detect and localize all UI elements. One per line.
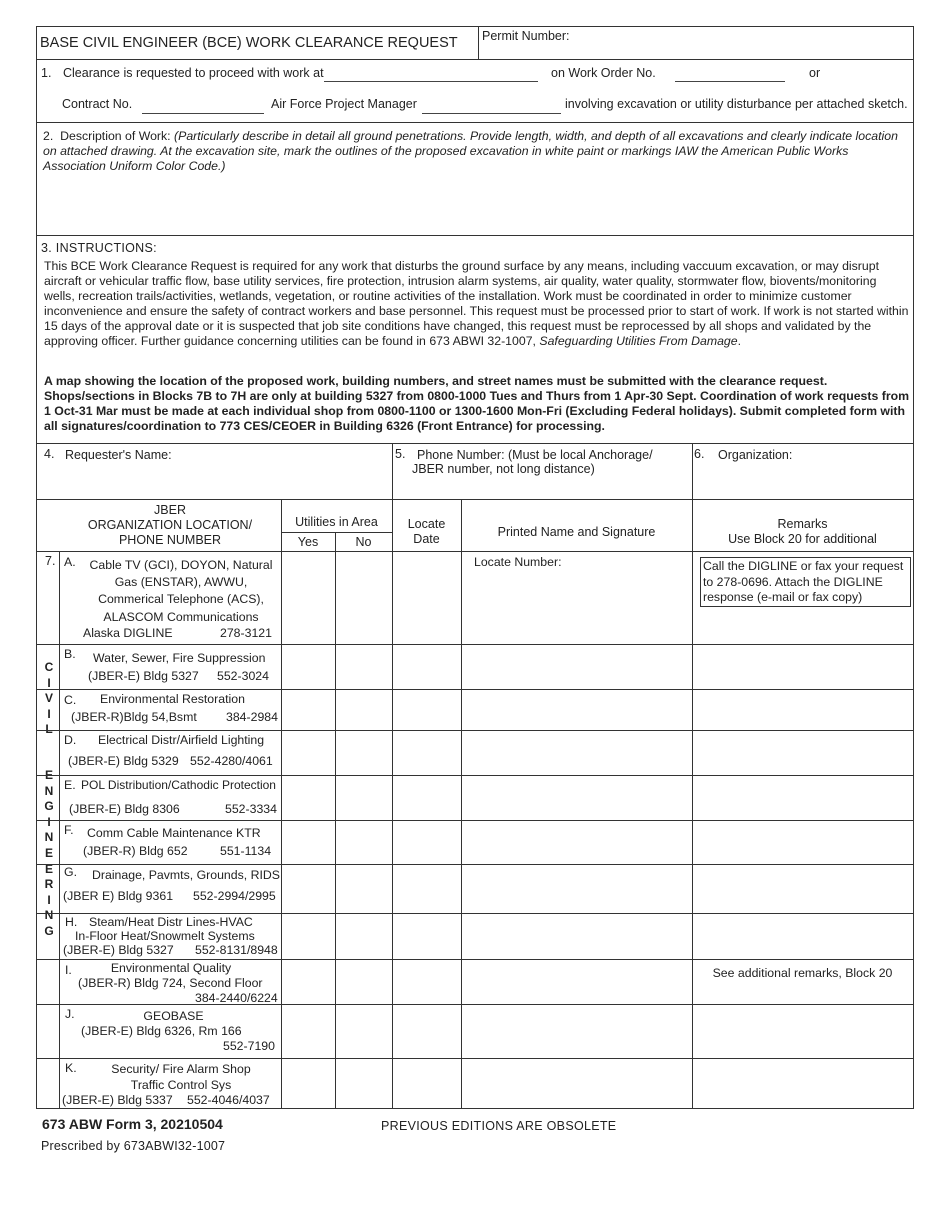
row-h-location: (JBER-E) Bldg 5327: [63, 943, 174, 957]
row-d-location: (JBER-E) Bldg 5329: [68, 754, 179, 768]
row-g-letter: G.: [64, 865, 77, 879]
printed-name-header: Printed Name and Signature: [497, 525, 656, 539]
row-j-phone: 552-7190: [223, 1039, 275, 1053]
row-b-phone: 552-3024: [217, 669, 269, 683]
or-label: or: [809, 66, 821, 80]
row-f-location: (JBER-R) Bldg 652: [83, 844, 188, 858]
form-title: BASE CIVIL ENGINEER (BCE) WORK CLEARANCE REQUEST: [40, 35, 458, 51]
block7-number: 7.: [45, 554, 56, 568]
row-a-phone: 278-3121: [220, 626, 272, 640]
digline-remark: Call the DIGLINE or fax your request to 278-0696. Attach the DIGLINE response (e-mail or fax copy): [700, 557, 911, 607]
row-i-remark: See additional remarks, Block 20: [712, 966, 893, 980]
locate-date-header: Locate Date: [407, 517, 446, 546]
engineering-side-label: E N G I N E E R I N G: [44, 768, 54, 938]
instructions-text: This BCE Work Clearance Request is required for any work that disturbs the ground surface by any means, including vaccuum excavation, or may disrupt aircraft or vehicular traffic flow, base utility services, fire protection, intrusion alarm systems, air quality, water quality, stormwater flow, biovents/monitoring wells, recreation trails/activities, wetlands, vegetation, or routine activities of the installation. Work must be coordinated in order to minimize customer inconvenience and ensure the safety of contract workers and base personnel. This request must be processed prior to start of work. If work is not started within 15 days of the approval date or it is suspected that job site conditions have changed, this request must be reprocessed by all shops and validated by the approving officer. Further guidance concerning utilities can be found in 673 ABWI 32-1007, Safeguarding Utilities From Damage.: [44, 259, 909, 348]
work-order-label: on Work Order No.: [551, 66, 656, 80]
row-c-letter: C.: [64, 693, 77, 707]
contract-field[interactable]: [142, 113, 264, 114]
description-of-work: 2. Description of Work: (Particularly describe in detail all ground penetrations. Provide length, width, and depth of all excavations and clearly indicate location on attached drawing. At the excavation site, mark the outlines of the proposed excavation in white paint or markings IAW the American Public Works Association Uniform Color Code.): [43, 129, 898, 173]
row-g-location: (JBER E) Bldg 9361: [63, 889, 174, 903]
row-b-name: Water, Sewer, Fire Suppression: [93, 651, 266, 665]
utilities-header: Utilities in Area: [295, 515, 378, 529]
clearance-label: Clearance is requested to proceed with work at: [63, 66, 324, 80]
org-header: JBER ORGANIZATION LOCATION/ PHONE NUMBER: [87, 503, 253, 547]
row-k-letter: K.: [65, 1061, 77, 1075]
contract-label: Contract No.: [62, 97, 133, 111]
civil-side-label: C I V I L: [44, 660, 54, 737]
project-manager-field[interactable]: [422, 113, 561, 114]
row-i-letter: I.: [65, 963, 72, 977]
row-i-phone: 384-2440/6224: [195, 991, 278, 1005]
row-a-letter: A.: [64, 555, 76, 569]
row-a-location: Alaska DIGLINE: [83, 626, 173, 640]
requester-name-field[interactable]: [65, 467, 385, 497]
project-manager-label: Air Force Project Manager: [271, 97, 417, 111]
involving-label: involving excavation or utility disturbance per attached sketch.: [565, 97, 908, 111]
row-f-name: Comm Cable Maintenance KTR: [87, 826, 261, 840]
row-h-letter: H.: [65, 915, 78, 929]
row-g-name: Drainage, Pavmts, Grounds, RIDS: [92, 868, 280, 882]
row-b-letter: B.: [64, 647, 76, 661]
organization-field[interactable]: [718, 467, 903, 497]
row-e-location: (JBER-E) Bldg 8306: [69, 802, 180, 816]
requester-name-label: Requester's Name:: [65, 448, 172, 462]
block4-number: 4.: [44, 447, 55, 461]
remarks-header: Remarks Use Block 20 for additional: [728, 517, 877, 546]
clearance-form: [36, 26, 914, 1109]
row-b-location: (JBER-E) Bldg 5327: [88, 669, 199, 683]
row-f-letter: F.: [64, 823, 74, 837]
instructions-bold-text: A map showing the location of the proposed work, building numbers, and street names must be submitted with the clearance request. Shops/sections in Blocks 7B to 7H are only at building 5327 from 0800-1000 Tues and Thurs from 1 Apr-30 Sept. Coordination of work requests from 1 Oct-31 Mar must be made at each individual shop from 0800-1100 or 1300-1600 Mon-Fri (Excluding Federal holidays). Submit completed form with all signatures/coordination to 773 CES/CEOER in Building 6326 (Front Entrance) for processing.: [44, 374, 910, 433]
block5-number: 5.: [395, 447, 406, 461]
row-i-name: Environmental Quality: [110, 961, 232, 975]
row-e-phone: 552-3334: [225, 802, 277, 816]
block1-number: 1.: [41, 66, 52, 80]
no-header: No: [355, 535, 372, 549]
row-k-phone: 552-4046/4037: [187, 1093, 270, 1107]
row-h-name2: In-Floor Heat/Snowmelt Systems: [75, 929, 255, 943]
row-e-name: POL Distribution/Cathodic Protection: [81, 778, 276, 792]
work-at-field[interactable]: [324, 81, 538, 82]
row-f-phone: 551-1134: [220, 844, 272, 858]
row-c-name: Environmental Restoration: [100, 692, 245, 706]
row-e-letter: E.: [64, 778, 76, 792]
obsolete-notice: PREVIOUS EDITIONS ARE OBSOLETE: [381, 1119, 617, 1133]
phone-label-line2: JBER number, not long distance): [412, 462, 595, 476]
work-order-field[interactable]: [675, 81, 785, 82]
row-k-location: (JBER-E) Bldg 5337: [62, 1093, 173, 1107]
row-j-name: GEOBASE: [143, 1009, 204, 1023]
permit-number-label: Permit Number:: [482, 29, 570, 43]
phone-label-line1: Phone Number: (Must be local Anchorage/: [417, 448, 653, 462]
row-d-phone: 552-4280/4061: [190, 754, 273, 768]
organization-label: Organization:: [718, 448, 793, 462]
row-d-letter: D.: [64, 733, 77, 747]
permit-number-field[interactable]: [597, 29, 907, 55]
row-d-name: Electrical Distr/Airfield Lighting: [98, 733, 265, 747]
row-j-location: (JBER-E) Bldg 6326, Rm 166: [81, 1024, 242, 1038]
row-c-phone: 384-2984: [226, 710, 278, 724]
row-g-phone: 552-2994/2995: [193, 889, 276, 903]
prescribed-by: Prescribed by 673ABWI32-1007: [41, 1139, 226, 1153]
block6-number: 6.: [694, 447, 705, 461]
row-h-name: Steam/Heat Distr Lines-HVAC: [89, 915, 253, 929]
row-k-name: Security/ Fire Alarm Shop: [111, 1062, 251, 1076]
row-c-location: (JBER-R)Bldg 54,Bsmt: [71, 710, 197, 724]
row-h-phone: 552-8131/8948: [195, 943, 278, 957]
instructions-heading: 3. INSTRUCTIONS:: [41, 241, 157, 255]
row-j-letter: J.: [65, 1007, 75, 1021]
phone-field[interactable]: [412, 479, 687, 499]
description-field[interactable]: [43, 177, 903, 232]
row-i-location: (JBER-R) Bldg 724, Second Floor: [78, 976, 263, 990]
form-id: 673 ABW Form 3, 20210504: [42, 1116, 223, 1132]
locate-number-label: Locate Number:: [474, 555, 562, 569]
row-k-name2: Traffic Control Sys: [130, 1078, 232, 1092]
yes-header: Yes: [297, 535, 319, 549]
row-a-org: Cable TV (GCI), DOYON, Natural Gas (ENSTAR), AWWU, Commerical Telephone (ACS), ALASCOM Communications: [89, 558, 273, 624]
